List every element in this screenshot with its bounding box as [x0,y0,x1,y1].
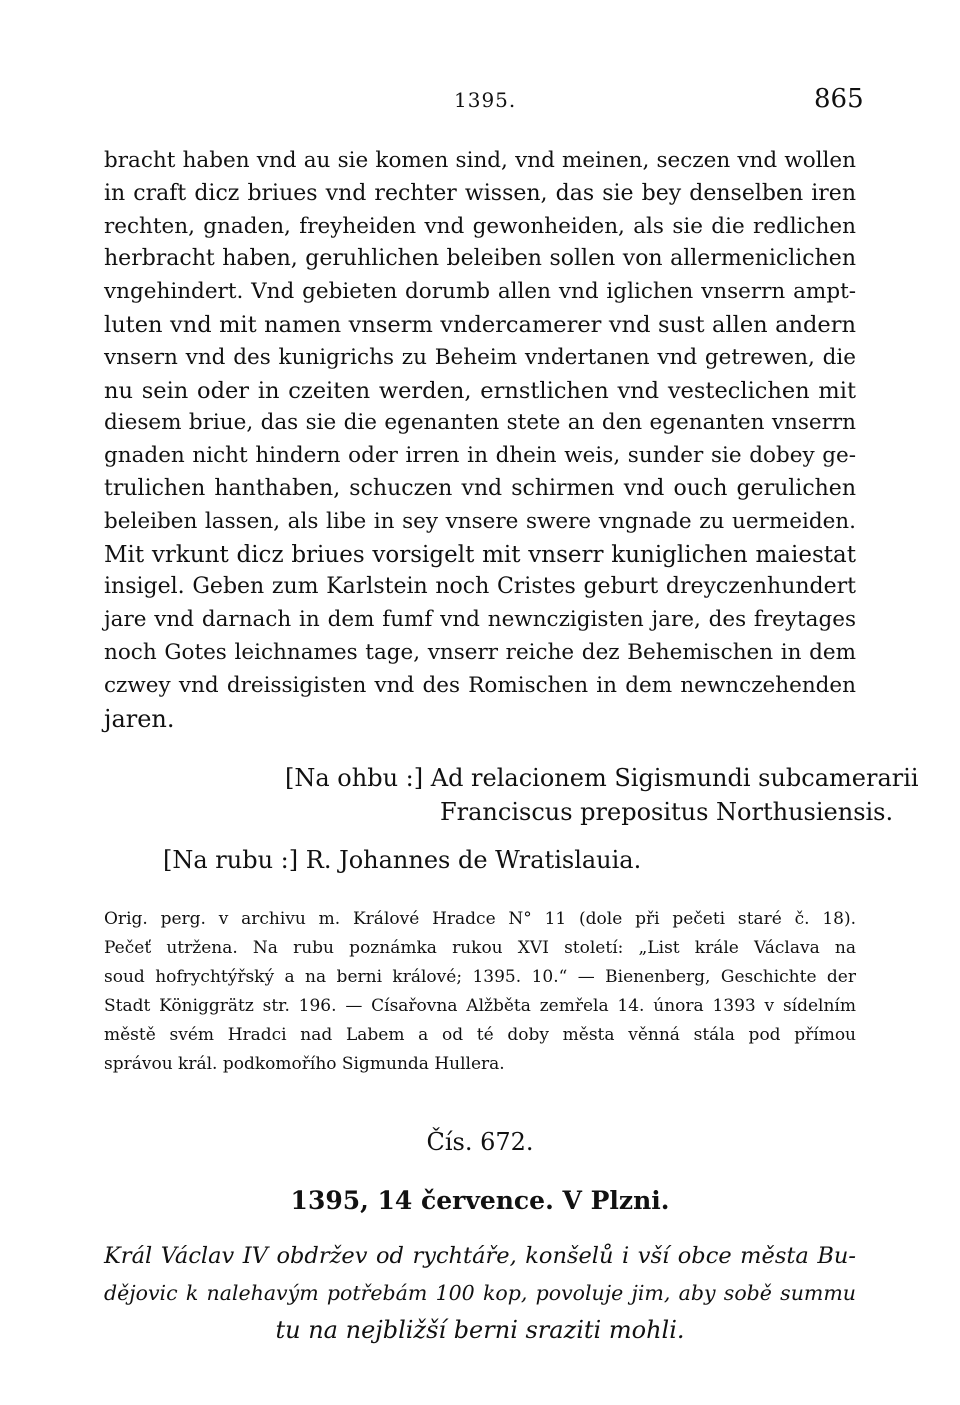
text-line: vnsern vnd des kunigrichs zu Beheim vndertanen vnd getrewen, die [104,344,856,370]
text-line: trulichen hanthaben, schuczen vnd schirmen vnd ouch gerulichen [104,475,856,501]
text-line: beleiben lassen, als libe in sey vnsere swere vngnade zu uermeiden. [104,508,856,534]
text-line: jare vnd darnach in dem fumf vnd newnczigisten jare, des freytages [104,607,856,633]
text-line: gnaden nicht hindern oder irren in dhein weis, sunder sie dobey ge- [104,443,856,469]
text-line: diesem briue, das sie die egenanten stete an den egenanten vnserrn [104,410,856,436]
text-line: vngehindert. Vnd gebieten dorumb allen vnd iglichen vnserrn ampt- [104,279,856,305]
text-line: luten vnd mit namen vnserm vndercamerer vnd sust allen andern [104,311,856,338]
summary-line: dějovic k nalehavým potřebám 100 kop, povoluje jim, aby sobě summu [104,1281,856,1305]
note-line: Pečeť utržena. Na rubu poznámka rukou XVI století: „List krále Václava na [104,938,856,958]
text-line: czwey vnd dreissigisten vnd des Romischen in dem newnczehenden [104,672,856,698]
text-line: rechten, gnaden, freyheiden vnd gewonheiden, als sie die redlichen [104,213,856,239]
charter-text [104,145,856,735]
note-line: Stadt Königgrätz str. 196. — Císařovna Alžběta zemřela 14. února 1393 v sídelním [104,996,856,1016]
summary-line: tu na nejbližší berni sraziti mohli. [275,1316,685,1344]
document-number: Čís. 672. [426,1128,534,1156]
text-line: bracht haben vnd au sie komen sind, vnd meinen, seczen vnd wollen [104,148,856,173]
running-head-year: 1395. [454,88,517,112]
page-number: 865 [814,84,864,114]
text-line: nu sein oder in czeiten werden, ernstlichen vnd vesteclichen mit [104,377,856,404]
editorial-note [104,905,856,1079]
note-line: soud hofrychtýřský a na berni králové; 1395. 10.“ — Bienenberg, Geschichte der [104,967,856,987]
text-line: noch Gotes leichnames tage, vnserr reiche dez Behemischen in dem [104,639,856,665]
document-summary [104,1238,856,1349]
note-line: Orig. perg. v archivu m. Králové Hradce N° 11 (dole při pečeti staré č. 18). [104,909,856,929]
summary-line: Král Václav IV obdržev od rychtáře, konšelů i vší obce města Bu- [104,1243,856,1269]
text-line: herbracht haben, geruhlichen beleiben sollen von allermeniclichen [104,246,856,272]
endorsement-back-line-1: [Na ohbu :] Ad relacionem Sigismundi subcamerarii [285,764,919,792]
note-line: městě svém Hradci nad Labem a od té doby města věnná stála pod přímou [104,1025,856,1045]
text-line: insigel. Geben zum Karlstein noch Cristes geburt dreyczenhundert [104,574,856,600]
endorsement-edge: [Na rubu :] R. Johannes de Wratislauia. [163,846,642,874]
text-line: Mit vrkunt dicz briues vorsigelt mit vnserr kuniglichen maiestat [104,541,856,568]
endorsement-back-line-2: Franciscus prepositus Northusiensis. [440,798,894,826]
text-line: in craft dicz briues vnd rechter wissen, das sie bey denselben iren [104,180,856,206]
note-line: správou král. podkomořího Sigmunda Hullera. [104,1054,505,1074]
running-head [0,84,960,114]
text-line: jaren. [104,704,175,733]
document-date-place: 1395, 14 července. V Plzni. [290,1186,670,1215]
